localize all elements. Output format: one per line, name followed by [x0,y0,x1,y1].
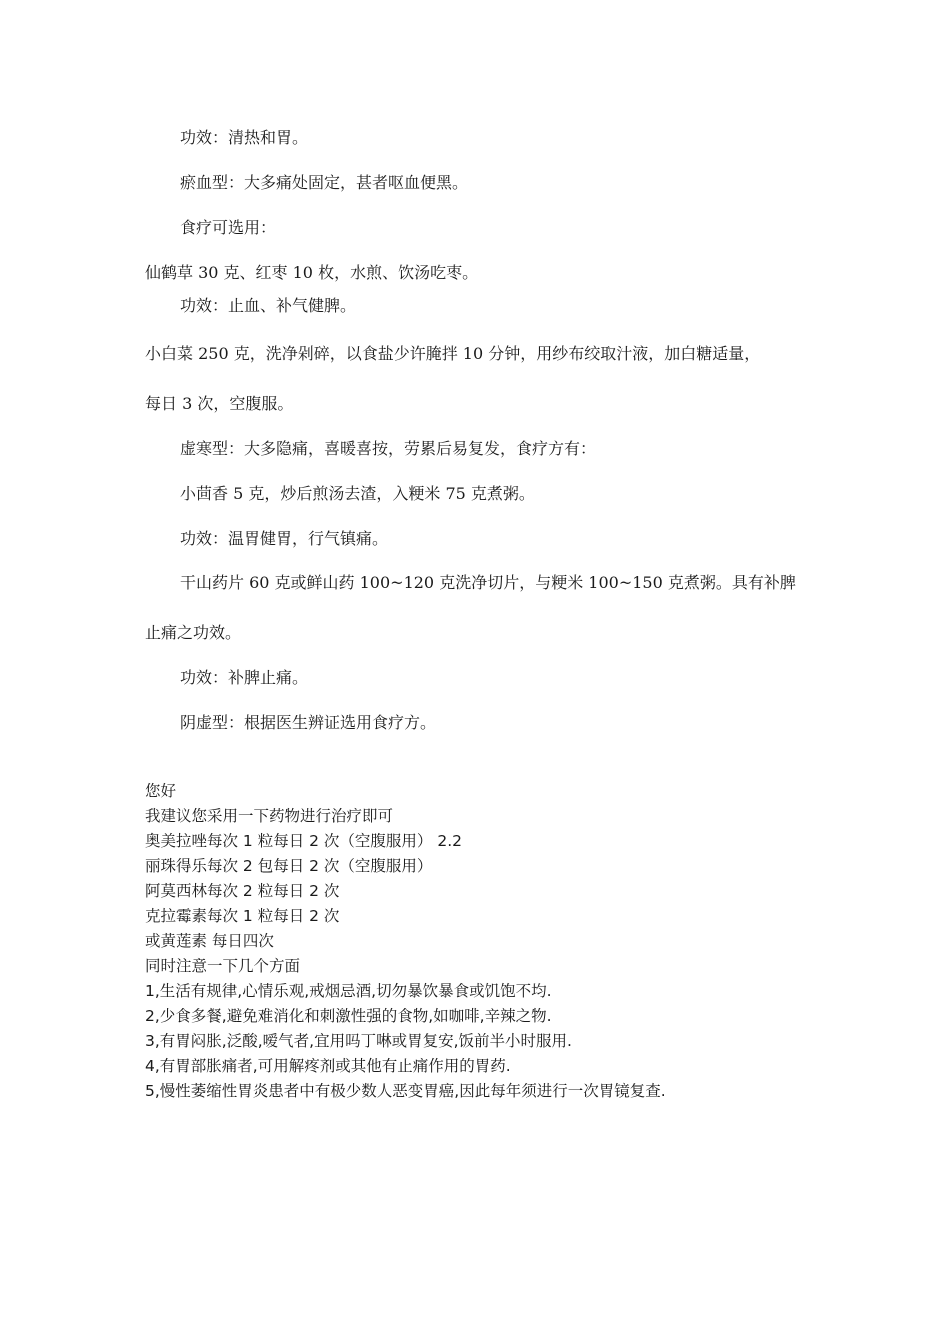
paragraph-efficacy-warm-stomach: 功效：温胃健胃，行气镇痛。 [180,529,389,548]
paragraph-yam-recipe-line2: 止痛之功效。 [145,623,242,642]
note-item-5: 5,慢性萎缩性胃炎患者中有极少数人恶变胃癌,因此每年须进行一次胃镜复查. [145,1082,666,1100]
paragraph-yam-recipe-line1: 干山药片 60 克或鲜山药 100~120 克洗净切片，与粳米 100~150 克煮粥。具有补脾 [180,573,796,592]
note-item-4: 4,有胃部胀痛者,可用解疼剂或其他有止痛作用的胃药. [145,1057,511,1075]
paragraph-efficacy-clear-heat: 功效：清热和胃。 [180,128,309,147]
note-item-3: 3,有胃闷胀,泛酸,嗳气者,宜用吗丁啉或胃复安,饭前半小时服用. [145,1032,572,1050]
paragraph-agrimony-recipe: 仙鹤草 30 克、红枣 10 枚，水煎、饮汤吃枣。 [145,263,479,282]
paragraph-efficacy-spleen: 功效：补脾止痛。 [180,668,309,687]
paragraph-cold-deficiency-type: 虚寒型：大多隐痛，喜暖喜按，劳累后易复发，食疗方有： [180,439,597,458]
reply-intro: 我建议您采用一下药物进行治疗即可 [145,807,394,825]
paragraph-yin-deficiency-type: 阴虚型：根据医生辨证选用食疗方。 [180,713,437,732]
paragraph-cabbage-recipe-line2: 每日 3 次，空腹服。 [145,394,294,413]
medication-amoxicillin: 阿莫西林每次 2 粒每日 2 次 [145,882,340,900]
note-item-2: 2,少食多餐,避免难消化和刺激性强的食物,如咖啡,辛辣之物. [145,1007,552,1025]
medication-berberine: 或黄莲素 每日四次 [145,932,274,950]
medication-livzon: 丽珠得乐每次 2 包每日 2 次（空腹服用） [145,857,433,875]
note-item-1: 1,生活有规律,心情乐观,戒烟忌酒,切勿暴饮暴食或饥饱不均. [145,982,552,1000]
reply-greeting: 您好 [145,782,177,800]
paragraph-blood-stasis-type: 瘀血型：大多痛处固定，甚者呕血便黑。 [180,173,469,192]
paragraph-diet-options: 食疗可选用： [180,218,277,237]
medication-omeprazole: 奥美拉唑每次 1 粒每日 2 次（空腹服用） 2.2 [145,832,463,850]
paragraph-efficacy-stop-bleeding: 功效：止血、补气健脾。 [180,296,357,315]
medication-clarithromycin: 克拉霉素每次 1 粒每日 2 次 [145,907,340,925]
paragraph-cabbage-recipe-line1: 小白菜 250 克，洗净剁碎，以食盐少许腌拌 10 分钟，用纱布绞取汁液，加白糖适量， [145,344,761,363]
notes-intro: 同时注意一下几个方面 [145,957,301,975]
paragraph-fennel-recipe: 小茴香 5 克，炒后煎汤去渣，入粳米 75 克煮粥。 [180,484,535,503]
